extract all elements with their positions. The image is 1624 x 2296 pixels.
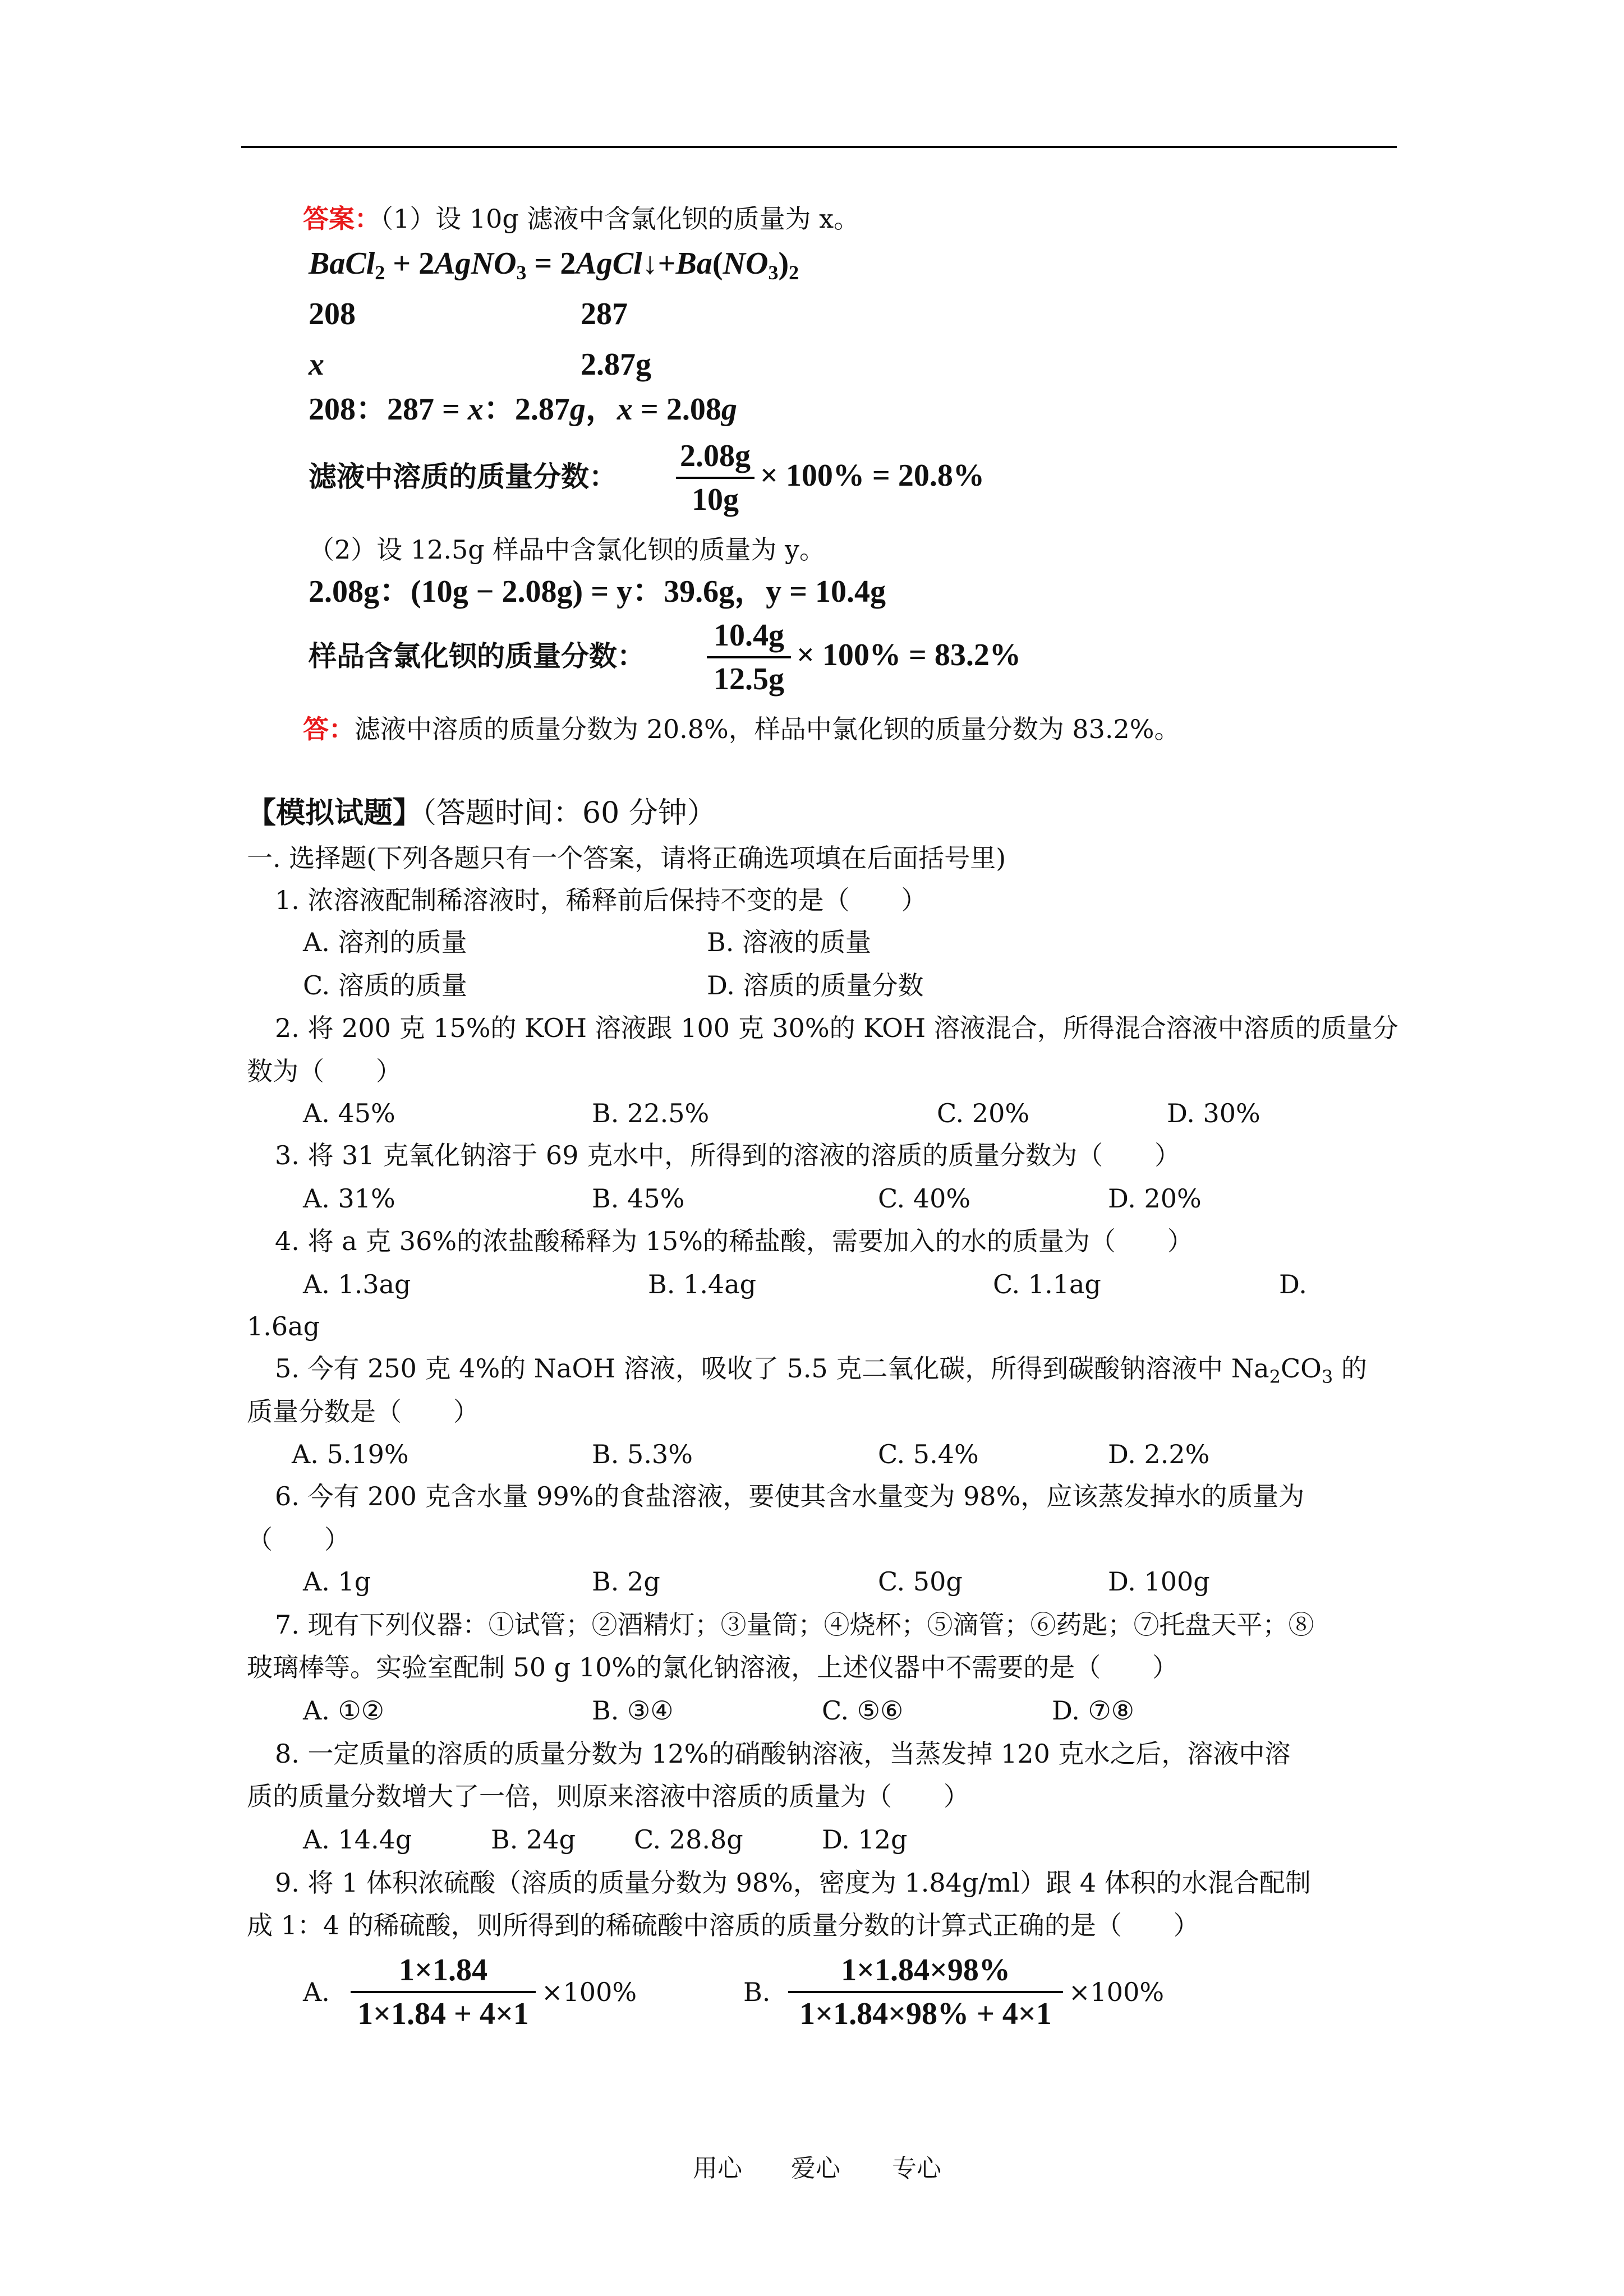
q9-option-a-fraction xyxy=(351,1952,536,2032)
filtrate-fraction-denominator: 10g xyxy=(692,482,739,517)
q8-option-b: B. 24g xyxy=(491,1824,576,1855)
q3-option-c: C. 40% xyxy=(878,1183,971,1214)
q4-option-d: D. xyxy=(1279,1269,1307,1299)
q3-option-a: A. 31% xyxy=(303,1183,395,1214)
question-4: 4. 将 a 克 36%的浓盐酸稀释为 15%的稀盐酸，需要加入的水的质量为（ ） xyxy=(275,1226,1193,1256)
final-answer-label: 答： xyxy=(303,714,355,744)
q2-option-a: A. 45% xyxy=(303,1098,395,1128)
q9-option-b-denominator: 1×1.84×98% + 4×1 xyxy=(799,1997,1052,2031)
q9-option-b-tail: ×100% xyxy=(1069,1977,1165,2007)
footer-aixin: 爱心 xyxy=(791,2154,840,2183)
q6-option-a: A. 1g xyxy=(303,1566,371,1597)
q9-option-b-numerator: 1×1.84×98% xyxy=(841,1953,1010,1988)
question-7-line-2: 玻璃棒等。实验室配制 50 g 10%的氯化钠溶液，上述仪器中不需要的是（ ） xyxy=(247,1652,1179,1682)
q1-option-d: D. 溶质的质量分数 xyxy=(707,970,924,1001)
q2-option-d: D. 30% xyxy=(1167,1098,1260,1128)
q9-option-b-fraction xyxy=(788,1952,1063,2032)
q6-option-b: B. 2g xyxy=(592,1566,660,1597)
sample-fraction-denominator: 12.5g xyxy=(714,662,784,697)
unknown-x: x xyxy=(309,347,324,382)
q5-option-b: B. 5.3% xyxy=(592,1439,693,1469)
q4-option-d-value: 1.6ag xyxy=(247,1311,320,1341)
header-rule xyxy=(241,146,1397,148)
q8-option-c: C. 28.8g xyxy=(634,1824,743,1855)
q7-option-d: D. ⑦⑧ xyxy=(1052,1695,1134,1726)
sample-fraction-result: × 100% = 83.2% xyxy=(797,638,1021,672)
question-5-line-1: 5. 今有 250 克 4%的 NaOH 溶液，吸收了 5.5 克二氧化碳，所得到碳酸钠溶液中 $Na_2CO_3$ 的 xyxy=(275,1353,1367,1387)
question-2-line-1: 2. 将 200 克 15%的 KOH 溶液跟 100 克 30%的 KOH 溶液混合，所得混合溶液中溶质的质量分 xyxy=(275,1013,1398,1043)
question-3: 3. 将 31 克氧化钠溶于 69 克水中，所得到的溶液的溶质的质量分数为（ ） xyxy=(275,1140,1181,1170)
q1-option-a: A. 溶剂的质量 xyxy=(303,927,467,957)
answer-part1: （1）设 10g 滤液中含氯化钡的质量为 x。 xyxy=(380,204,860,234)
question-2-line-2: 数为（ ） xyxy=(247,1056,402,1086)
ratio-equation: 208：287 = x：2.87g，x = 2.08g xyxy=(309,392,737,427)
q4-option-c: C. 1.1ag xyxy=(993,1269,1101,1299)
question-9-line-2: 成 1：4 的稀硫酸，则所得到的稀硫酸中溶质的质量分数的计算式正确的是（ ） xyxy=(247,1910,1199,1940)
question-1: 1. 浓溶液配制稀溶液时，稀释前后保持不变的是（ ） xyxy=(275,885,927,915)
question-7-line-1: 7. 现有下列仪器：①试管；②酒精灯；③量筒；④烧杯；⑤滴管；⑥药匙；⑦托盘天平；⑧ xyxy=(275,1610,1314,1640)
q7-option-a: A. ①② xyxy=(303,1695,384,1726)
q9-option-a-label: A. xyxy=(303,1977,330,2007)
sample-fraction-numerator: 10.4g xyxy=(714,618,784,653)
filtrate-fraction-label: 滤液中溶质的质量分数： xyxy=(309,460,617,493)
q7-option-c: C. ⑤⑥ xyxy=(822,1695,904,1726)
q5-option-a: A. 5.19% xyxy=(292,1439,409,1469)
answer-label: 答案： xyxy=(303,204,380,234)
footer-yongxin: 用心 xyxy=(693,2154,742,2183)
answer-intro xyxy=(303,202,859,236)
filtrate-fraction-result: × 100% = 20.8% xyxy=(760,458,984,493)
question-8-line-1: 8. 一定质量的溶质的质量分数为 12%的硝酸钠溶液，当蒸发掉 120 克水之后，溶液中溶 xyxy=(275,1739,1291,1769)
molar-mass-agcl: 287 xyxy=(581,297,628,331)
filtrate-fraction xyxy=(676,437,755,518)
q2-option-b: B. 22.5% xyxy=(592,1098,710,1128)
q8-option-d: D. 12g xyxy=(822,1824,908,1855)
q9-option-a-denominator: 1×1.84 + 4×1 xyxy=(357,1997,529,2031)
q5-option-c: C. 5.4% xyxy=(878,1439,979,1469)
filtrate-fraction-numerator: 2.08g xyxy=(680,439,751,473)
q9-option-b-label: B. xyxy=(743,1977,771,2007)
sample-fraction-label: 样品含氯化钡的质量分数： xyxy=(309,639,645,672)
question-6-line-2: （ ） xyxy=(247,1524,350,1555)
sample-ratio-equation: 2.08g：(10g − 2.08g) = y：39.6g，y = 10.4g xyxy=(309,574,886,609)
q9-option-a-numerator: 1×1.84 xyxy=(399,1953,487,1988)
q1-option-c: C. 溶质的质量 xyxy=(303,970,467,1001)
final-answer xyxy=(303,712,1180,746)
section-time: （答题时间：60 分钟） xyxy=(422,796,716,830)
agcl-mass: 2.87g xyxy=(581,347,651,382)
question-8-line-2: 质的质量分数增大了一倍，则原来溶液中溶质的质量为（ ） xyxy=(247,1781,969,1811)
q1-option-b: B. 溶液的质量 xyxy=(707,927,872,957)
reaction-equation: BaCl$_2$ + 2AgNO$_3$ = $2AgCl↓+Ba(NO_3)_2$ xyxy=(309,246,799,284)
q4-option-a: A. 1.3ag xyxy=(303,1269,411,1299)
molar-mass-bacl2: 208 xyxy=(309,297,356,331)
section-heading xyxy=(247,796,716,830)
question-9-line-1: 9. 将 1 体积浓硫酸（溶质的质量分数为 98%，密度为 1.84g/ml）跟 4 体积的水混合配制 xyxy=(275,1868,1311,1898)
footer-zhuanxin: 专心 xyxy=(892,2154,941,2183)
section-title: 【模拟试题】 xyxy=(247,796,422,830)
q9-option-a-tail: ×100% xyxy=(541,1977,637,2007)
answer-part2: （2）设 12.5g 样品中含氯化钡的质量为 y。 xyxy=(309,534,825,565)
part-one-heading: 一. 选择题(下列各题只有一个答案，请将正确选项填在后面括号里) xyxy=(247,843,1006,873)
q7-option-b: B. ③④ xyxy=(592,1695,674,1726)
question-6-line-1: 6. 今有 200 克含水量 99%的食盐溶液，要使其含水量变为 98%，应该蒸发掉水的质量为 xyxy=(275,1481,1305,1511)
q4-option-b: B. 1.4ag xyxy=(648,1269,757,1299)
q3-option-b: B. 45% xyxy=(592,1183,685,1214)
q8-option-a: A. 14.4g xyxy=(303,1824,412,1855)
q2-option-c: C. 20% xyxy=(937,1098,1030,1128)
final-answer-text: 滤液中溶质的质量分数为 20.8%，样品中氯化钡的质量分数为 83.2%。 xyxy=(355,714,1180,744)
q6-option-d: D. 100g xyxy=(1108,1566,1210,1597)
sample-fraction xyxy=(707,617,791,698)
q5-option-d: D. 2.2% xyxy=(1108,1439,1210,1469)
q6-option-c: C. 50g xyxy=(878,1566,963,1597)
q3-option-d: D. 20% xyxy=(1108,1183,1202,1214)
question-5-line-2: 质量分数是（ ） xyxy=(247,1396,479,1427)
